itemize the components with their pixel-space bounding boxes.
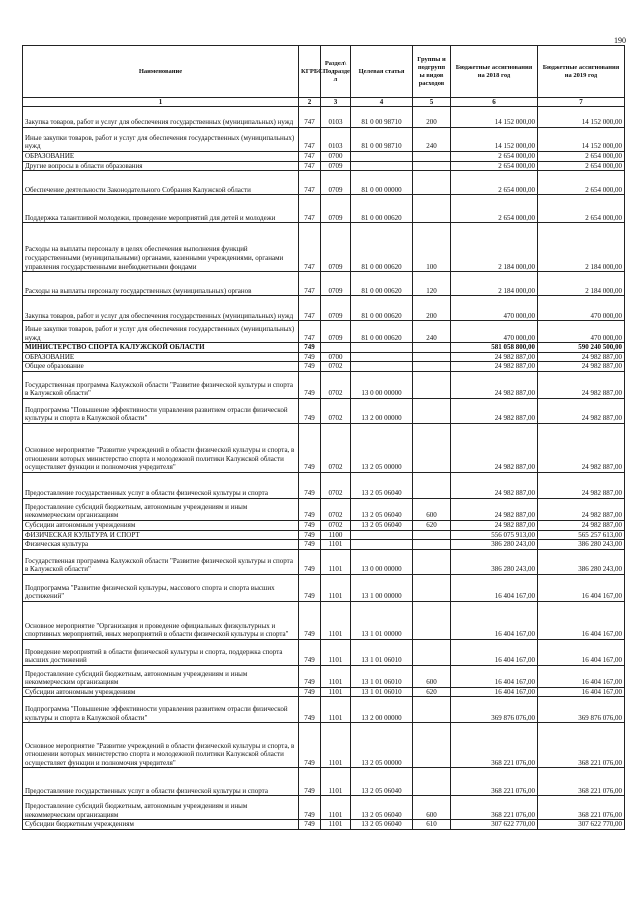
row-2019-amount-cell: 14 152 000,00 xyxy=(538,128,625,152)
row-article-cell: 81 0 00 00620 xyxy=(351,296,413,321)
row-grbs-cell: 747 xyxy=(299,171,321,195)
row-2019-amount-cell: 470 000,00 xyxy=(538,296,625,321)
row-expense-type-cell xyxy=(413,530,451,540)
row-name-cell: Предоставление государственных услуг в области физической культуры и спорта xyxy=(23,472,299,498)
table-row xyxy=(23,272,625,296)
row-2019-amount-cell: 565 257 613,00 xyxy=(538,530,625,540)
table-row xyxy=(23,601,625,639)
row-section-cell: 0709 xyxy=(321,321,351,343)
row-2018-amount-cell: 24 982 887,00 xyxy=(451,371,538,398)
row-article-cell xyxy=(351,343,413,353)
row-2018-amount-cell: 386 280 243,00 xyxy=(451,540,538,550)
row-section-cell: 0702 xyxy=(321,472,351,498)
table-row xyxy=(23,540,625,550)
row-section-cell: 0700 xyxy=(321,152,351,162)
row-section-cell: 1101 xyxy=(321,540,351,550)
row-name-cell: Подпрограмма "Повышение эффективности управления развитием отрасли физической культуры и спорта в Калужской области" xyxy=(23,398,299,423)
column-number: 3 xyxy=(321,98,351,107)
row-article-cell xyxy=(351,352,413,362)
row-name-cell: Обеспечение деятельности Законодательного Собрания Калужской области xyxy=(23,171,299,195)
row-name-cell: Государственная программа Калужской области "Развитие физической культуры и спорта в Калужской области" xyxy=(23,371,299,398)
row-section-cell: 0700 xyxy=(321,352,351,362)
row-2019-amount-cell: 368 221 076,00 xyxy=(538,723,625,768)
row-2019-amount-cell: 307 622 770,00 xyxy=(538,820,625,830)
row-name-cell: Основное мероприятие "Организация и проведение официальных физкультурных и спортивных мероприятий, иных мероприятий в области физической культуры и спорта" xyxy=(23,601,299,639)
table-row xyxy=(23,296,625,321)
budget-table xyxy=(22,45,625,830)
table-row xyxy=(23,723,625,768)
row-2019-amount-cell: 24 982 887,00 xyxy=(538,362,625,372)
column-header-2019: Бюджетные ассигнования на 2019 год xyxy=(538,46,625,98)
row-2019-amount-cell: 2 654 000,00 xyxy=(538,171,625,195)
row-2018-amount-cell: 24 982 887,00 xyxy=(451,362,538,372)
row-grbs-cell: 747 xyxy=(299,107,321,128)
row-2018-amount-cell: 581 058 800,00 xyxy=(451,343,538,353)
row-section-cell: 0702 xyxy=(321,423,351,472)
row-2019-amount-cell: 386 280 243,00 xyxy=(538,549,625,574)
row-section-cell: 1101 xyxy=(321,665,351,687)
row-article-cell: 13 2 05 06040 xyxy=(351,498,413,520)
column-number: 2 xyxy=(299,98,321,107)
row-section-cell: 1101 xyxy=(321,796,351,820)
table-row xyxy=(23,423,625,472)
row-name-cell: ФИЗИЧЕСКАЯ КУЛЬТУРА И СПОРТ xyxy=(23,530,299,540)
row-section-cell: 1101 xyxy=(321,687,351,697)
row-expense-type-cell xyxy=(413,574,451,601)
row-2018-amount-cell: 2 654 000,00 xyxy=(451,161,538,171)
row-grbs-cell: 749 xyxy=(299,362,321,372)
row-article-cell: 13 2 05 06040 xyxy=(351,796,413,820)
table-row xyxy=(23,171,625,195)
row-2019-amount-cell: 24 982 887,00 xyxy=(538,472,625,498)
column-number: 7 xyxy=(538,98,625,107)
row-name-cell: Иные закупки товаров, работ и услуг для обеспечения государственных (муниципальных) нужд xyxy=(23,128,299,152)
row-2018-amount-cell: 24 982 887,00 xyxy=(451,352,538,362)
table-row xyxy=(23,362,625,372)
table-row xyxy=(23,687,625,697)
row-article-cell: 13 2 05 06040 xyxy=(351,472,413,498)
row-2018-amount-cell: 369 876 076,00 xyxy=(451,697,538,723)
row-2019-amount-cell: 368 221 076,00 xyxy=(538,796,625,820)
column-number: 5 xyxy=(413,98,451,107)
row-grbs-cell: 749 xyxy=(299,665,321,687)
row-2018-amount-cell: 16 404 167,00 xyxy=(451,665,538,687)
row-2018-amount-cell: 16 404 167,00 xyxy=(451,601,538,639)
row-2019-amount-cell: 16 404 167,00 xyxy=(538,665,625,687)
row-2018-amount-cell: 2 184 000,00 xyxy=(451,223,538,272)
row-name-cell: Предоставление государственных услуг в области физической культуры и спорта xyxy=(23,768,299,796)
row-2018-amount-cell: 556 075 913,00 xyxy=(451,530,538,540)
row-name-cell: ОБРАЗОВАНИЕ xyxy=(23,352,299,362)
row-name-cell: Поддержка талантливой молодежи, проведение мероприятий для детей и молодежи xyxy=(23,195,299,223)
row-article-cell: 13 2 00 00000 xyxy=(351,398,413,423)
row-section-cell: 1101 xyxy=(321,697,351,723)
row-grbs-cell: 749 xyxy=(299,540,321,550)
row-article-cell: 13 1 01 06010 xyxy=(351,687,413,697)
row-grbs-cell: 747 xyxy=(299,195,321,223)
row-expense-type-cell xyxy=(413,601,451,639)
page-number: 190 xyxy=(614,36,626,45)
row-expense-type-cell xyxy=(413,472,451,498)
row-2019-amount-cell: 2 184 000,00 xyxy=(538,223,625,272)
row-2018-amount-cell: 24 982 887,00 xyxy=(451,423,538,472)
table-row xyxy=(23,107,625,128)
row-grbs-cell: 749 xyxy=(299,796,321,820)
row-article-cell: 13 2 05 00000 xyxy=(351,723,413,768)
row-name-cell: Расходы на выплаты персоналу государственных (муниципальных) органов xyxy=(23,272,299,296)
row-2019-amount-cell: 2 654 000,00 xyxy=(538,152,625,162)
row-expense-type-cell xyxy=(413,398,451,423)
row-grbs-cell: 749 xyxy=(299,820,321,830)
row-2018-amount-cell: 16 404 167,00 xyxy=(451,574,538,601)
row-2019-amount-cell: 16 404 167,00 xyxy=(538,601,625,639)
table-row xyxy=(23,697,625,723)
row-grbs-cell: 749 xyxy=(299,530,321,540)
row-grbs-cell: 749 xyxy=(299,343,321,353)
row-article-cell: 13 2 05 06040 xyxy=(351,768,413,796)
row-section-cell: 1101 xyxy=(321,639,351,665)
row-grbs-cell: 747 xyxy=(299,272,321,296)
row-section-cell: 0702 xyxy=(321,498,351,520)
row-2018-amount-cell: 24 982 887,00 xyxy=(451,498,538,520)
row-expense-type-cell: 100 xyxy=(413,223,451,272)
row-section-cell: 1101 xyxy=(321,723,351,768)
table-row xyxy=(23,223,625,272)
table-row xyxy=(23,352,625,362)
row-section-cell: 0103 xyxy=(321,107,351,128)
row-article-cell xyxy=(351,152,413,162)
row-expense-type-cell xyxy=(413,423,451,472)
table-row xyxy=(23,796,625,820)
row-expense-type-cell: 620 xyxy=(413,520,451,530)
row-section-cell: 1101 xyxy=(321,601,351,639)
table-row xyxy=(23,574,625,601)
row-name-cell: Иные закупки товаров, работ и услуг для обеспечения государственных (муниципальных) нужд xyxy=(23,321,299,343)
row-section-cell: 0702 xyxy=(321,398,351,423)
row-name-cell: Государственная программа Калужской области "Развитие физической культуры и спорта в Калужской области" xyxy=(23,549,299,574)
row-section-cell: 0702 xyxy=(321,371,351,398)
row-2018-amount-cell: 368 221 076,00 xyxy=(451,768,538,796)
row-name-cell: Проведение мероприятий в области физической культуры и спорта, поддержка спорта высших достижений xyxy=(23,639,299,665)
row-section-cell: 1101 xyxy=(321,574,351,601)
column-number: 4 xyxy=(351,98,413,107)
row-article-cell: 81 0 00 00620 xyxy=(351,321,413,343)
row-name-cell: Расходы на выплаты персоналу в целях обеспечения выполнения функций государственными (муниципальными) органами, казенными учреждениями, органами управления государственными внебюджетными фондами xyxy=(23,223,299,272)
row-2018-amount-cell: 16 404 167,00 xyxy=(451,639,538,665)
row-article-cell xyxy=(351,530,413,540)
row-2019-amount-cell: 16 404 167,00 xyxy=(538,639,625,665)
row-grbs-cell: 747 xyxy=(299,223,321,272)
row-expense-type-cell: 610 xyxy=(413,820,451,830)
row-name-cell: Субсидии бюджетным учреждениям xyxy=(23,820,299,830)
row-section-cell: 0709 xyxy=(321,195,351,223)
row-name-cell: ОБРАЗОВАНИЕ xyxy=(23,152,299,162)
row-article-cell: 13 2 05 06040 xyxy=(351,820,413,830)
row-grbs-cell: 749 xyxy=(299,398,321,423)
row-expense-type-cell xyxy=(413,352,451,362)
row-2018-amount-cell: 2 184 000,00 xyxy=(451,272,538,296)
row-section-cell: 0103 xyxy=(321,128,351,152)
column-header-expense-type: Группы и подгрупп ы видов расходов xyxy=(413,46,451,98)
row-grbs-cell: 747 xyxy=(299,128,321,152)
row-grbs-cell: 749 xyxy=(299,498,321,520)
row-2019-amount-cell: 14 152 000,00 xyxy=(538,107,625,128)
row-2019-amount-cell: 16 404 167,00 xyxy=(538,687,625,697)
row-article-cell: 13 1 00 00000 xyxy=(351,574,413,601)
row-name-cell: Подпрограмма "Развитие физической культуры, массового спорта и спорта высших достижений" xyxy=(23,574,299,601)
row-article-cell: 13 2 05 06040 xyxy=(351,520,413,530)
table-row xyxy=(23,472,625,498)
row-grbs-cell: 749 xyxy=(299,639,321,665)
row-2019-amount-cell: 24 982 887,00 xyxy=(538,498,625,520)
table-row xyxy=(23,639,625,665)
row-section-cell: 0709 xyxy=(321,171,351,195)
row-section-cell: 0709 xyxy=(321,296,351,321)
row-2018-amount-cell: 16 404 167,00 xyxy=(451,687,538,697)
row-grbs-cell: 749 xyxy=(299,520,321,530)
row-article-cell: 81 0 00 00620 xyxy=(351,195,413,223)
row-2019-amount-cell: 16 404 167,00 xyxy=(538,574,625,601)
table-row xyxy=(23,343,625,353)
row-expense-type-cell xyxy=(413,549,451,574)
row-2018-amount-cell: 386 280 243,00 xyxy=(451,549,538,574)
row-expense-type-cell xyxy=(413,171,451,195)
row-expense-type-cell: 200 xyxy=(413,296,451,321)
row-2019-amount-cell: 24 982 887,00 xyxy=(538,352,625,362)
row-grbs-cell: 747 xyxy=(299,296,321,321)
table-row xyxy=(23,371,625,398)
row-section-cell: 1101 xyxy=(321,820,351,830)
row-article-cell xyxy=(351,362,413,372)
table-row xyxy=(23,530,625,540)
column-number: 6 xyxy=(451,98,538,107)
row-section-cell: 0702 xyxy=(321,520,351,530)
row-expense-type-cell xyxy=(413,152,451,162)
row-expense-type-cell: 200 xyxy=(413,107,451,128)
row-name-cell: Субсидии автономным учреждениям xyxy=(23,687,299,697)
row-grbs-cell: 749 xyxy=(299,472,321,498)
row-grbs-cell: 747 xyxy=(299,321,321,343)
row-2018-amount-cell: 470 000,00 xyxy=(451,296,538,321)
row-2019-amount-cell: 2 654 000,00 xyxy=(538,161,625,171)
row-section-cell: 0702 xyxy=(321,362,351,372)
row-name-cell: Общее образование xyxy=(23,362,299,372)
row-2019-amount-cell: 24 982 887,00 xyxy=(538,423,625,472)
row-article-cell: 81 0 00 98710 xyxy=(351,107,413,128)
column-header-2018: Бюджетные ассигнования на 2018 год xyxy=(451,46,538,98)
row-grbs-cell: 749 xyxy=(299,423,321,472)
row-grbs-cell: 747 xyxy=(299,161,321,171)
row-grbs-cell: 749 xyxy=(299,723,321,768)
row-article-cell: 13 1 01 06010 xyxy=(351,665,413,687)
table-row xyxy=(23,820,625,830)
row-section-cell: 0709 xyxy=(321,223,351,272)
row-name-cell: МИНИСТЕРСТВО СПОРТА КАЛУЖСКОЙ ОБЛАСТИ xyxy=(23,343,299,353)
row-name-cell: Предоставление субсидий бюджетным, автономным учреждениям и иным некоммерческим организациям xyxy=(23,796,299,820)
row-section-cell: 1100 xyxy=(321,530,351,540)
row-section-cell: 1101 xyxy=(321,549,351,574)
row-2019-amount-cell: 24 982 887,00 xyxy=(538,520,625,530)
column-number-row xyxy=(23,98,625,107)
row-2018-amount-cell: 14 152 000,00 xyxy=(451,107,538,128)
table-row xyxy=(23,520,625,530)
row-article-cell: 81 0 00 00620 xyxy=(351,272,413,296)
row-article-cell: 13 1 01 06010 xyxy=(351,639,413,665)
row-article-cell xyxy=(351,540,413,550)
row-2019-amount-cell: 470 000,00 xyxy=(538,321,625,343)
table-row xyxy=(23,152,625,162)
row-2018-amount-cell: 368 221 076,00 xyxy=(451,796,538,820)
row-grbs-cell: 749 xyxy=(299,697,321,723)
row-grbs-cell: 747 xyxy=(299,152,321,162)
row-name-cell: Субсидии автономным учреждениям xyxy=(23,520,299,530)
table-row xyxy=(23,768,625,796)
table-row xyxy=(23,398,625,423)
row-name-cell: Предоставление субсидий бюджетным, автономным учреждениям и иным некоммерческим организациям xyxy=(23,665,299,687)
row-grbs-cell: 749 xyxy=(299,574,321,601)
row-article-cell: 81 0 00 98710 xyxy=(351,128,413,152)
column-header-section: Раздел\ Подразде л xyxy=(321,46,351,98)
table-row xyxy=(23,498,625,520)
row-article-cell xyxy=(351,161,413,171)
row-grbs-cell: 749 xyxy=(299,768,321,796)
row-grbs-cell: 749 xyxy=(299,601,321,639)
row-article-cell: 13 2 05 00000 xyxy=(351,423,413,472)
table-row xyxy=(23,161,625,171)
row-expense-type-cell: 620 xyxy=(413,687,451,697)
header-row xyxy=(23,46,625,98)
row-expense-type-cell xyxy=(413,540,451,550)
row-section-cell: 1101 xyxy=(321,768,351,796)
row-expense-type-cell: 240 xyxy=(413,321,451,343)
row-article-cell: 81 0 00 00620 xyxy=(351,223,413,272)
row-expense-type-cell: 600 xyxy=(413,498,451,520)
row-section-cell: 0709 xyxy=(321,161,351,171)
row-article-cell: 13 0 00 00000 xyxy=(351,549,413,574)
row-article-cell: 13 2 00 00000 xyxy=(351,697,413,723)
row-article-cell: 81 0 00 00000 xyxy=(351,171,413,195)
row-2019-amount-cell: 2 184 000,00 xyxy=(538,272,625,296)
row-section-cell xyxy=(321,343,351,353)
row-2019-amount-cell: 386 280 243,00 xyxy=(538,540,625,550)
column-number: 1 xyxy=(23,98,299,107)
row-2019-amount-cell: 24 982 887,00 xyxy=(538,371,625,398)
table-row xyxy=(23,321,625,343)
row-2018-amount-cell: 24 982 887,00 xyxy=(451,398,538,423)
row-expense-type-cell xyxy=(413,343,451,353)
row-2018-amount-cell: 24 982 887,00 xyxy=(451,472,538,498)
row-2019-amount-cell: 24 982 887,00 xyxy=(538,398,625,423)
row-2019-amount-cell: 369 876 076,00 xyxy=(538,697,625,723)
row-2018-amount-cell: 368 221 076,00 xyxy=(451,723,538,768)
row-expense-type-cell xyxy=(413,362,451,372)
row-expense-type-cell: 600 xyxy=(413,665,451,687)
row-name-cell: Подпрограмма "Повышение эффективности управления развитием отрасли физической культуры и спорта в Калужской области" xyxy=(23,697,299,723)
row-2018-amount-cell: 14 152 000,00 xyxy=(451,128,538,152)
table-row xyxy=(23,128,625,152)
row-name-cell: Основное мероприятие "Развитие учреждений в области физической культуры и спорта, в отношении которых министерство спорта и молодежной политики Калужской области осуществляет функции и полномочия учредителя" xyxy=(23,423,299,472)
row-expense-type-cell: 120 xyxy=(413,272,451,296)
table-row xyxy=(23,549,625,574)
row-grbs-cell: 749 xyxy=(299,352,321,362)
row-expense-type-cell xyxy=(413,768,451,796)
row-name-cell: Закупка товаров, работ и услуг для обеспечения государственных (муниципальных) нужд xyxy=(23,296,299,321)
row-section-cell: 0709 xyxy=(321,272,351,296)
row-2018-amount-cell: 2 654 000,00 xyxy=(451,171,538,195)
row-article-cell: 13 1 01 00000 xyxy=(351,601,413,639)
row-2018-amount-cell: 307 622 770,00 xyxy=(451,820,538,830)
row-2018-amount-cell: 2 654 000,00 xyxy=(451,195,538,223)
table-row xyxy=(23,195,625,223)
row-name-cell: Закупка товаров, работ и услуг для обеспечения государственных (муниципальных) нужд xyxy=(23,107,299,128)
row-grbs-cell: 749 xyxy=(299,687,321,697)
row-2019-amount-cell: 2 654 000,00 xyxy=(538,195,625,223)
row-expense-type-cell: 600 xyxy=(413,796,451,820)
row-2019-amount-cell: 368 221 076,00 xyxy=(538,768,625,796)
column-header-name: Наименование xyxy=(23,46,299,98)
row-expense-type-cell xyxy=(413,697,451,723)
row-article-cell: 13 0 00 00000 xyxy=(351,371,413,398)
row-2018-amount-cell: 470 000,00 xyxy=(451,321,538,343)
row-2019-amount-cell: 590 240 500,00 xyxy=(538,343,625,353)
row-name-cell: Предоставление субсидий бюджетным, автономным учреждениям и иным некоммерческим организациям xyxy=(23,498,299,520)
row-expense-type-cell xyxy=(413,161,451,171)
table-row xyxy=(23,665,625,687)
row-name-cell: Другие вопросы в области образования xyxy=(23,161,299,171)
row-2018-amount-cell: 24 982 887,00 xyxy=(451,520,538,530)
row-name-cell: Основное мероприятие "Развитие учреждений в области физической культуры и спорта, в отношении которых министерство спорта и молодежной политики Калужской области осуществляет функции и полномочия учредителя" xyxy=(23,723,299,768)
row-expense-type-cell: 240 xyxy=(413,128,451,152)
column-header-article: Целевая статья xyxy=(351,46,413,98)
row-grbs-cell: 749 xyxy=(299,549,321,574)
row-name-cell: Физическая культура xyxy=(23,540,299,550)
row-expense-type-cell xyxy=(413,371,451,398)
row-expense-type-cell xyxy=(413,195,451,223)
row-grbs-cell: 749 xyxy=(299,371,321,398)
row-expense-type-cell xyxy=(413,723,451,768)
row-2018-amount-cell: 2 654 000,00 xyxy=(451,152,538,162)
column-header-grbs: КГРБС xyxy=(299,46,321,98)
row-expense-type-cell xyxy=(413,639,451,665)
